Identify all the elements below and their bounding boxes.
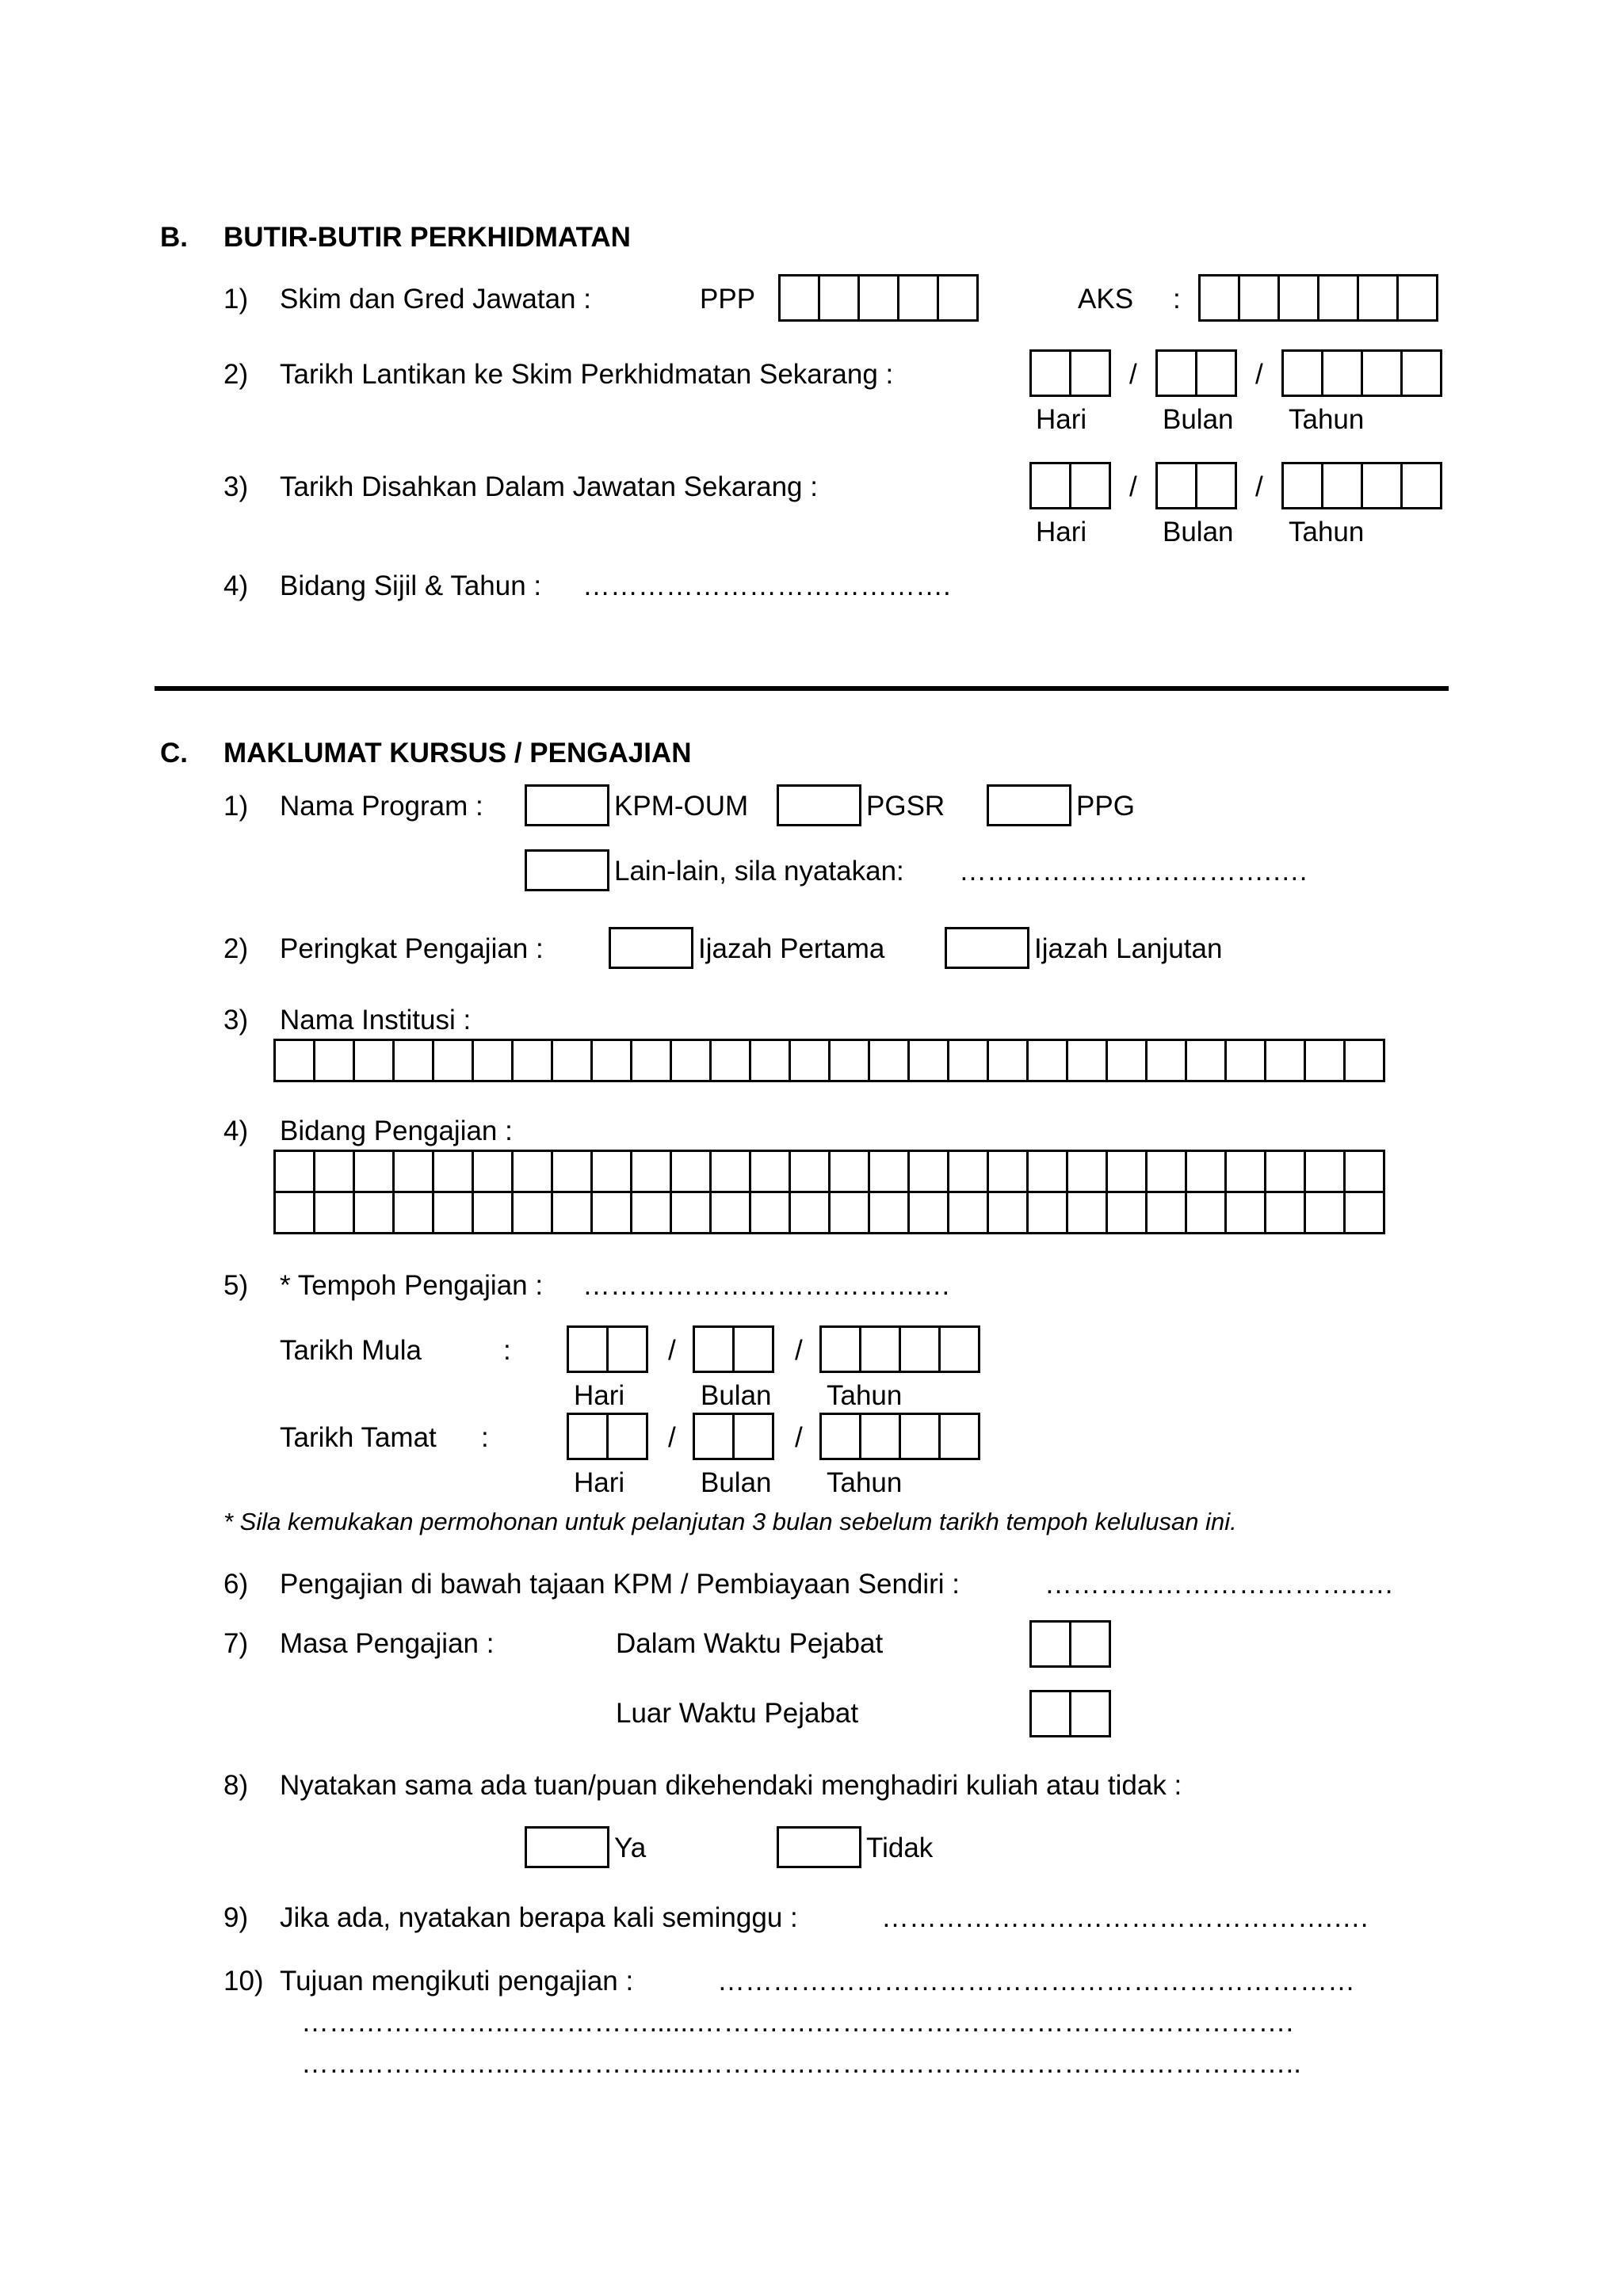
ppp-box[interactable] bbox=[778, 274, 820, 322]
ya-label: Ya bbox=[614, 1833, 647, 1863]
tarikh-mula-label: Tarikh Mula bbox=[280, 1335, 422, 1366]
c9-label: Jika ada, nyatakan berapa kali seminggu : bbox=[280, 1902, 798, 1933]
tidak-label: Tidak bbox=[866, 1833, 934, 1863]
institusi-boxes[interactable] bbox=[273, 1039, 1385, 1082]
letter-box[interactable] bbox=[749, 1150, 791, 1193]
year-box[interactable] bbox=[859, 1413, 901, 1460]
letter-box[interactable] bbox=[907, 1150, 949, 1193]
c10-label: Tujuan mengikuti pengajian : bbox=[280, 1966, 634, 1997]
letter-box[interactable] bbox=[749, 1191, 791, 1234]
luar-waktu-label: Luar Waktu Pejabat bbox=[616, 1698, 859, 1729]
masa-box[interactable] bbox=[1029, 1690, 1071, 1737]
letter-box[interactable] bbox=[1343, 1150, 1385, 1193]
aks-box[interactable] bbox=[1238, 274, 1280, 322]
day-box[interactable] bbox=[567, 1413, 609, 1460]
masa-box[interactable] bbox=[1029, 1620, 1071, 1668]
letter-box[interactable] bbox=[987, 1191, 1029, 1234]
aks-box[interactable] bbox=[1277, 274, 1319, 322]
letter-box[interactable] bbox=[987, 1039, 1029, 1082]
tarikh-tamat-colon: : bbox=[481, 1422, 489, 1453]
section-b-letter: B. bbox=[160, 222, 188, 253]
aks-box[interactable] bbox=[1357, 274, 1399, 322]
month-box[interactable] bbox=[1155, 462, 1197, 509]
letter-box[interactable] bbox=[551, 1039, 593, 1082]
letter-box[interactable] bbox=[1145, 1191, 1187, 1234]
date-separator: / bbox=[1255, 471, 1263, 502]
c7-label: Masa Pengajian : bbox=[280, 1628, 495, 1659]
hari-label: Hari bbox=[1036, 517, 1087, 547]
letter-box[interactable] bbox=[868, 1150, 910, 1193]
letter-box[interactable] bbox=[1106, 1150, 1148, 1193]
c6-number: 6) bbox=[223, 1569, 249, 1600]
date-separator: / bbox=[668, 1422, 676, 1453]
letter-box[interactable] bbox=[551, 1191, 593, 1234]
bulan-label: Bulan bbox=[701, 1467, 772, 1498]
letter-box[interactable] bbox=[313, 1191, 355, 1234]
hari-label: Hari bbox=[1036, 404, 1087, 435]
letter-box[interactable] bbox=[1224, 1191, 1266, 1234]
luar-waktu-boxes[interactable] bbox=[1029, 1690, 1111, 1737]
ppp-box[interactable] bbox=[857, 274, 899, 322]
letter-box[interactable] bbox=[709, 1150, 751, 1193]
c4-number: 4) bbox=[223, 1116, 249, 1146]
letter-box[interactable] bbox=[868, 1039, 910, 1082]
c1-label: Nama Program : bbox=[280, 791, 483, 822]
b4-fill-line[interactable]: …………………………………. bbox=[582, 570, 951, 601]
letter-box[interactable] bbox=[1066, 1150, 1108, 1193]
b2-year-boxes[interactable] bbox=[1281, 349, 1442, 397]
section-c-title: MAKLUMAT KURSUS / PENGAJIAN bbox=[223, 738, 692, 769]
letter-box[interactable] bbox=[947, 1039, 989, 1082]
tujuan-fill-line-2[interactable]: …………………..……………......………….……………………………………………. bbox=[301, 2007, 1294, 2038]
ijazah-pertama-label: Ijazah Pertama bbox=[698, 933, 885, 964]
letter-box[interactable] bbox=[1304, 1191, 1346, 1234]
letter-box[interactable] bbox=[273, 1039, 315, 1082]
letter-box[interactable] bbox=[353, 1039, 395, 1082]
tahun-label: Tahun bbox=[1289, 404, 1365, 435]
letter-box[interactable] bbox=[590, 1150, 632, 1193]
section-c-letter: C. bbox=[160, 738, 188, 769]
letter-box[interactable] bbox=[947, 1150, 989, 1193]
aks-box[interactable] bbox=[1198, 274, 1240, 322]
tahun-label: Tahun bbox=[827, 1380, 903, 1411]
c3-label: Nama Institusi : bbox=[280, 1005, 472, 1035]
b3-day-boxes[interactable] bbox=[1029, 462, 1111, 509]
b2-label: Tarikh Lantikan ke Skim Perkhidmatan Sekarang : bbox=[280, 359, 894, 390]
lain-lain-checkbox[interactable] bbox=[525, 849, 609, 891]
letter-box[interactable] bbox=[1026, 1150, 1068, 1193]
tarikh-tamat-label: Tarikh Tamat bbox=[280, 1422, 437, 1453]
letter-box[interactable] bbox=[1106, 1191, 1148, 1234]
letter-box[interactable] bbox=[511, 1150, 553, 1193]
mula-day-boxes[interactable] bbox=[567, 1325, 648, 1373]
aks-box[interactable] bbox=[1396, 274, 1438, 322]
aks-label: AKS bbox=[1078, 284, 1134, 315]
tamat-day-boxes[interactable] bbox=[567, 1413, 648, 1460]
letter-box[interactable] bbox=[630, 1150, 672, 1193]
ya-checkbox[interactable] bbox=[525, 1826, 609, 1868]
ppp-box[interactable] bbox=[818, 274, 860, 322]
letter-box[interactable] bbox=[432, 1150, 474, 1193]
ppg-label: PPG bbox=[1076, 791, 1135, 822]
ijazah-lanjutan-label: Ijazah Lanjutan bbox=[1034, 933, 1223, 964]
day-box[interactable] bbox=[1029, 349, 1071, 397]
letter-box[interactable] bbox=[273, 1150, 315, 1193]
letter-box[interactable] bbox=[709, 1039, 751, 1082]
letter-box[interactable] bbox=[670, 1150, 712, 1193]
year-box[interactable] bbox=[938, 1325, 980, 1373]
year-box[interactable] bbox=[938, 1413, 980, 1460]
letter-box[interactable] bbox=[1145, 1039, 1187, 1082]
tarikh-mula-colon: : bbox=[503, 1335, 511, 1366]
month-box[interactable] bbox=[732, 1325, 774, 1373]
letter-box[interactable] bbox=[1066, 1039, 1108, 1082]
letter-box[interactable] bbox=[392, 1150, 434, 1193]
mula-month-boxes[interactable] bbox=[693, 1325, 774, 1373]
letter-box[interactable] bbox=[1304, 1039, 1346, 1082]
letter-box[interactable] bbox=[313, 1039, 355, 1082]
section-divider bbox=[155, 686, 1449, 691]
letter-box[interactable] bbox=[749, 1039, 791, 1082]
ppp-box[interactable] bbox=[897, 274, 939, 322]
c2-label: Peringkat Pengajian : bbox=[280, 933, 544, 964]
masa-box[interactable] bbox=[1069, 1620, 1111, 1668]
c3-number: 3) bbox=[223, 1005, 249, 1035]
year-box[interactable] bbox=[1281, 462, 1323, 509]
letter-box[interactable] bbox=[789, 1191, 831, 1234]
ppg-checkbox[interactable] bbox=[987, 784, 1071, 826]
letter-box[interactable] bbox=[1304, 1150, 1346, 1193]
year-box[interactable] bbox=[1281, 349, 1323, 397]
tamat-month-boxes[interactable] bbox=[693, 1413, 774, 1460]
dalam-waktu-boxes[interactable] bbox=[1029, 1620, 1111, 1668]
letter-box[interactable] bbox=[472, 1150, 514, 1193]
letter-box[interactable] bbox=[590, 1191, 632, 1234]
aks-boxes[interactable] bbox=[1198, 274, 1438, 322]
aks-colon: : bbox=[1173, 284, 1181, 315]
b3-number: 3) bbox=[223, 471, 249, 502]
tamat-year-boxes[interactable] bbox=[819, 1413, 980, 1460]
section-b-title: BUTIR-BUTIR PERKHIDMATAN bbox=[223, 222, 631, 253]
bulan-label: Bulan bbox=[1163, 517, 1234, 547]
b2-day-boxes[interactable] bbox=[1029, 349, 1111, 397]
year-box[interactable] bbox=[1321, 349, 1363, 397]
letter-box[interactable] bbox=[828, 1191, 870, 1234]
day-box[interactable] bbox=[606, 1325, 648, 1373]
letter-box[interactable] bbox=[868, 1191, 910, 1234]
b2-month-boxes[interactable] bbox=[1155, 349, 1237, 397]
letter-box[interactable] bbox=[947, 1191, 989, 1234]
aks-box[interactable] bbox=[1317, 274, 1359, 322]
letter-box[interactable] bbox=[472, 1191, 514, 1234]
bidang-boxes-row-2[interactable] bbox=[273, 1191, 1385, 1234]
c6-label: Pengajian di bawah tajaan KPM / Pembiayaan Sendiri : bbox=[280, 1569, 960, 1600]
c1-number: 1) bbox=[223, 791, 249, 822]
tahun-label: Tahun bbox=[1289, 517, 1365, 547]
kpm-oum-label: KPM-OUM bbox=[614, 791, 749, 822]
b1-label: Skim dan Gred Jawatan : bbox=[280, 284, 591, 315]
letter-box[interactable] bbox=[907, 1191, 949, 1234]
letter-box[interactable] bbox=[670, 1039, 712, 1082]
letter-box[interactable] bbox=[392, 1039, 434, 1082]
letter-box[interactable] bbox=[432, 1039, 474, 1082]
letter-box[interactable] bbox=[630, 1191, 672, 1234]
month-box[interactable] bbox=[693, 1413, 735, 1460]
year-box[interactable] bbox=[859, 1325, 901, 1373]
letter-box[interactable] bbox=[273, 1191, 315, 1234]
year-box[interactable] bbox=[1321, 462, 1363, 509]
letter-box[interactable] bbox=[1343, 1191, 1385, 1234]
letter-box[interactable] bbox=[828, 1039, 870, 1082]
bidang-boxes-row-1[interactable] bbox=[273, 1150, 1385, 1193]
letter-box[interactable] bbox=[353, 1191, 395, 1234]
c10-number: 10) bbox=[223, 1966, 264, 1997]
letter-box[interactable] bbox=[432, 1191, 474, 1234]
mula-year-boxes[interactable] bbox=[819, 1325, 980, 1373]
letter-box[interactable] bbox=[1026, 1039, 1068, 1082]
day-box[interactable] bbox=[1069, 349, 1111, 397]
letter-box[interactable] bbox=[472, 1039, 514, 1082]
bulan-label: Bulan bbox=[701, 1380, 772, 1411]
c2-number: 2) bbox=[223, 933, 249, 964]
letter-box[interactable] bbox=[590, 1039, 632, 1082]
letter-box[interactable] bbox=[789, 1039, 831, 1082]
letter-box[interactable] bbox=[1185, 1150, 1227, 1193]
letter-box[interactable] bbox=[907, 1039, 949, 1082]
letter-box[interactable] bbox=[313, 1150, 355, 1193]
month-box[interactable] bbox=[1195, 349, 1237, 397]
tempoh-note: * Sila kemukakan permohonan untuk pelanjutan 3 bulan sebelum tarikh tempoh kelulusan ini. bbox=[223, 1508, 1237, 1535]
pgsr-checkbox[interactable] bbox=[777, 784, 861, 826]
lain-lain-fill-line[interactable]: …………………………….…. bbox=[959, 856, 1308, 887]
month-box[interactable] bbox=[732, 1413, 774, 1460]
year-box[interactable] bbox=[899, 1325, 941, 1373]
letter-box[interactable] bbox=[828, 1150, 870, 1193]
year-box[interactable] bbox=[1400, 349, 1442, 397]
letter-box[interactable] bbox=[353, 1150, 395, 1193]
pgsr-label: PGSR bbox=[866, 791, 945, 822]
year-box[interactable] bbox=[1400, 462, 1442, 509]
c5-label: * Tempoh Pengajian : bbox=[280, 1270, 544, 1301]
day-box[interactable] bbox=[1069, 462, 1111, 509]
lain-lain-label: Lain-lain, sila nyatakan: bbox=[614, 856, 904, 887]
letter-box[interactable] bbox=[1264, 1150, 1306, 1193]
letter-box[interactable] bbox=[789, 1150, 831, 1193]
letter-box[interactable] bbox=[670, 1191, 712, 1234]
ijazah-lanjutan-checkbox[interactable] bbox=[945, 927, 1029, 969]
c8-label: Nyatakan sama ada tuan/puan dikehendaki menghadiri kuliah atau tidak : bbox=[280, 1770, 1182, 1801]
day-box[interactable] bbox=[1029, 462, 1071, 509]
kpm-oum-checkbox[interactable] bbox=[525, 784, 609, 826]
b3-label: Tarikh Disahkan Dalam Jawatan Sekarang : bbox=[280, 471, 818, 502]
date-separator: / bbox=[1129, 471, 1137, 502]
ijazah-pertama-checkbox[interactable] bbox=[609, 927, 693, 969]
letter-box[interactable] bbox=[1106, 1039, 1148, 1082]
hari-label: Hari bbox=[574, 1467, 625, 1498]
tajaan-fill-line[interactable]: …………………………….…. bbox=[1044, 1569, 1393, 1600]
letter-box[interactable] bbox=[511, 1191, 553, 1234]
c5-number: 5) bbox=[223, 1270, 249, 1301]
letter-box[interactable] bbox=[1066, 1191, 1108, 1234]
year-box[interactable] bbox=[1361, 462, 1403, 509]
b4-label: Bidang Sijil & Tahun : bbox=[280, 570, 542, 601]
ppp-boxes[interactable] bbox=[778, 274, 979, 322]
c7-number: 7) bbox=[223, 1628, 249, 1659]
masa-box[interactable] bbox=[1069, 1690, 1111, 1737]
hari-label: Hari bbox=[574, 1380, 625, 1411]
b1-number: 1) bbox=[223, 284, 249, 315]
letter-box[interactable] bbox=[551, 1150, 593, 1193]
date-separator: / bbox=[795, 1335, 803, 1366]
dalam-waktu-label: Dalam Waktu Pejabat bbox=[616, 1628, 884, 1659]
letter-box[interactable] bbox=[1264, 1191, 1306, 1234]
c9-number: 9) bbox=[223, 1902, 249, 1933]
day-box[interactable] bbox=[567, 1325, 609, 1373]
tahun-label: Tahun bbox=[827, 1467, 903, 1498]
b4-number: 4) bbox=[223, 570, 249, 601]
letter-box[interactable] bbox=[1026, 1191, 1068, 1234]
letter-box[interactable] bbox=[709, 1191, 751, 1234]
c4-label: Bidang Pengajian : bbox=[280, 1116, 513, 1146]
ppp-label: PPP bbox=[700, 284, 756, 315]
day-box[interactable] bbox=[606, 1413, 648, 1460]
date-separator: / bbox=[668, 1335, 676, 1366]
year-box[interactable] bbox=[819, 1413, 861, 1460]
month-box[interactable] bbox=[693, 1325, 735, 1373]
tujuan-fill-line-3[interactable]: …………………..……………......………….…………………………………………….. bbox=[301, 2048, 1301, 2079]
tidak-checkbox[interactable] bbox=[777, 1826, 861, 1868]
letter-box[interactable] bbox=[392, 1191, 434, 1234]
letter-box[interactable] bbox=[1224, 1039, 1266, 1082]
letter-box[interactable] bbox=[1264, 1039, 1306, 1082]
tempoh-fill-line[interactable]: ……………………………….… bbox=[582, 1270, 951, 1301]
letter-box[interactable] bbox=[987, 1150, 1029, 1193]
year-box[interactable] bbox=[899, 1413, 941, 1460]
letter-box[interactable] bbox=[1224, 1150, 1266, 1193]
letter-box[interactable] bbox=[1185, 1039, 1227, 1082]
b2-number: 2) bbox=[223, 359, 249, 390]
bulan-label: Bulan bbox=[1163, 404, 1234, 435]
date-separator: / bbox=[1129, 359, 1137, 390]
b3-year-boxes[interactable] bbox=[1281, 462, 1442, 509]
tujuan-fill-line-1[interactable]: …………………………………………………………… bbox=[717, 1966, 1355, 1997]
letter-box[interactable] bbox=[1145, 1150, 1187, 1193]
letter-box[interactable] bbox=[1185, 1191, 1227, 1234]
month-box[interactable] bbox=[1195, 462, 1237, 509]
c8-number: 8) bbox=[223, 1770, 249, 1801]
month-box[interactable] bbox=[1155, 349, 1197, 397]
year-box[interactable] bbox=[1361, 349, 1403, 397]
letter-box[interactable] bbox=[511, 1039, 553, 1082]
b3-month-boxes[interactable] bbox=[1155, 462, 1237, 509]
letter-box[interactable] bbox=[1343, 1039, 1385, 1082]
letter-box[interactable] bbox=[630, 1039, 672, 1082]
date-separator: / bbox=[795, 1422, 803, 1453]
seminggu-fill-line[interactable]: ………………………………………….…. bbox=[881, 1902, 1369, 1933]
ppp-box[interactable] bbox=[937, 274, 979, 322]
year-box[interactable] bbox=[819, 1325, 861, 1373]
date-separator: / bbox=[1255, 359, 1263, 390]
